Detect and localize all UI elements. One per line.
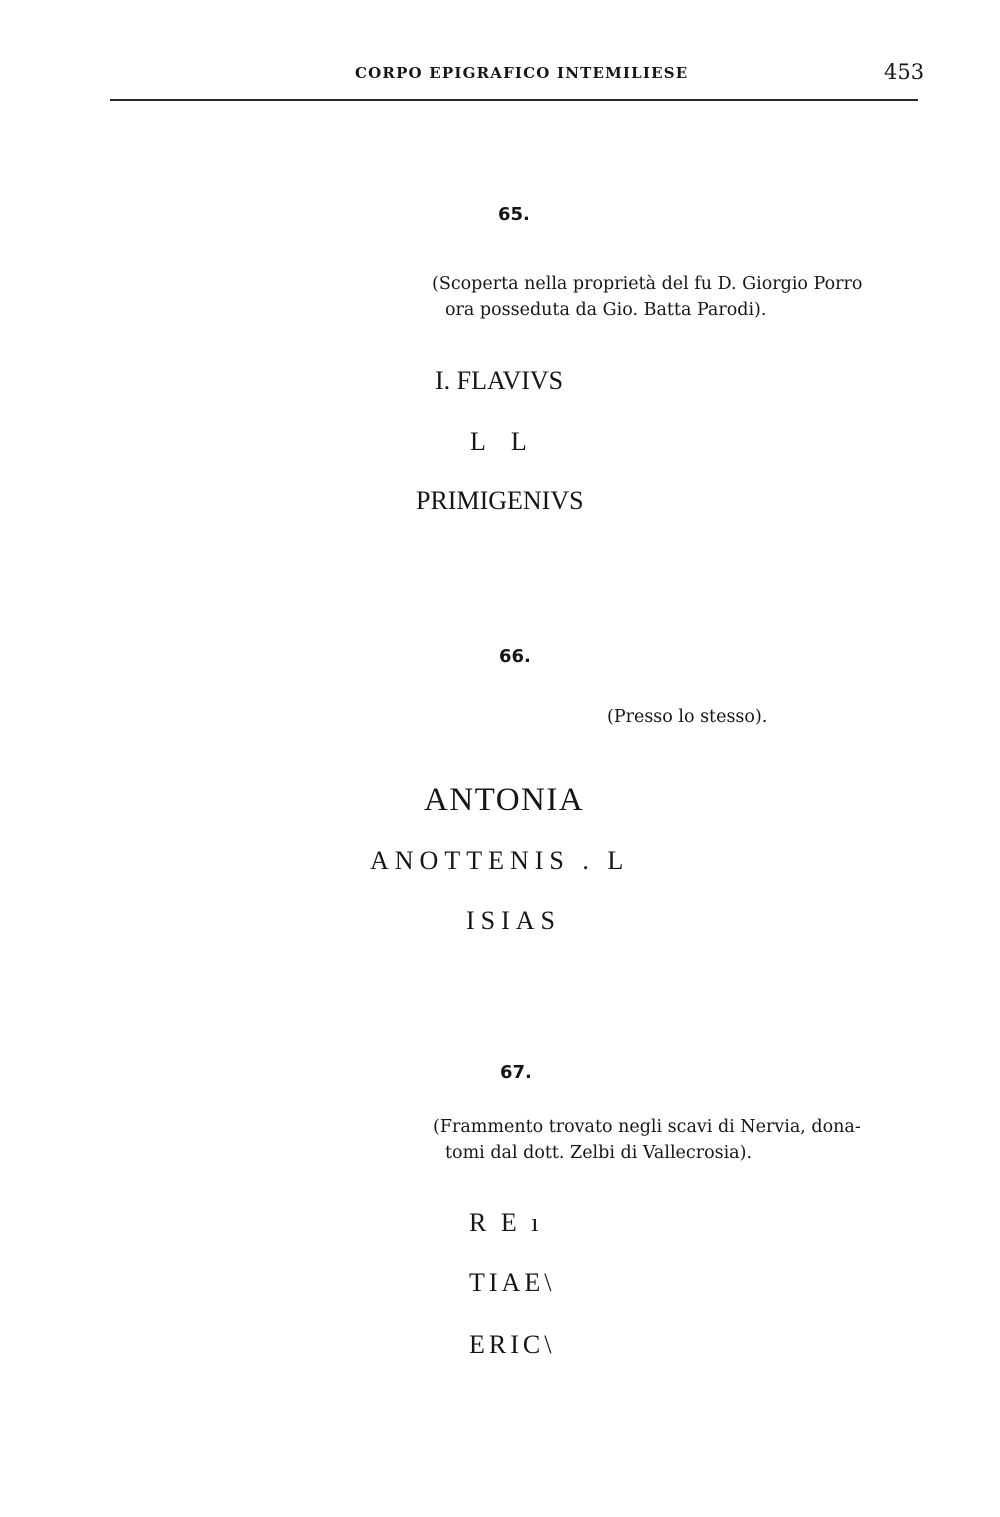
inscription-line: I. FLAVIVS: [435, 366, 564, 395]
running-title: CORPO EPIGRAFICO INTEMILIESE: [355, 64, 689, 82]
provenance-note-line: (Presso lo stesso).: [607, 707, 768, 727]
page-number: 453: [884, 60, 925, 84]
inscription-line: ANOTTENIS . L: [370, 846, 630, 875]
provenance-note-line: (Frammento trovato negli scavi di Nervia, dona-: [433, 1117, 861, 1137]
entry-number: 67.: [500, 1062, 532, 1083]
header-rule: [110, 99, 918, 101]
entry-number: 65.: [498, 204, 530, 225]
inscription-line: ERIC\: [469, 1330, 556, 1359]
inscription-line: L L: [470, 427, 527, 456]
inscription-line: ANTONIA: [424, 782, 585, 818]
provenance-note-line: tomi dal dott. Zelbi di Vallecrosia).: [445, 1143, 753, 1163]
inscription-line: ISIAS: [466, 906, 562, 935]
entry-number: 66.: [499, 646, 531, 667]
inscription-line: R E ı: [469, 1208, 543, 1237]
inscription-line: PRIMIGENIVS: [416, 486, 584, 515]
provenance-note-line: ora posseduta da Gio. Batta Parodi).: [445, 300, 767, 320]
provenance-note-line: (Scoperta nella proprietà del fu D. Giorgio Porro: [432, 274, 863, 294]
inscription-line: TIAE\: [469, 1268, 556, 1297]
